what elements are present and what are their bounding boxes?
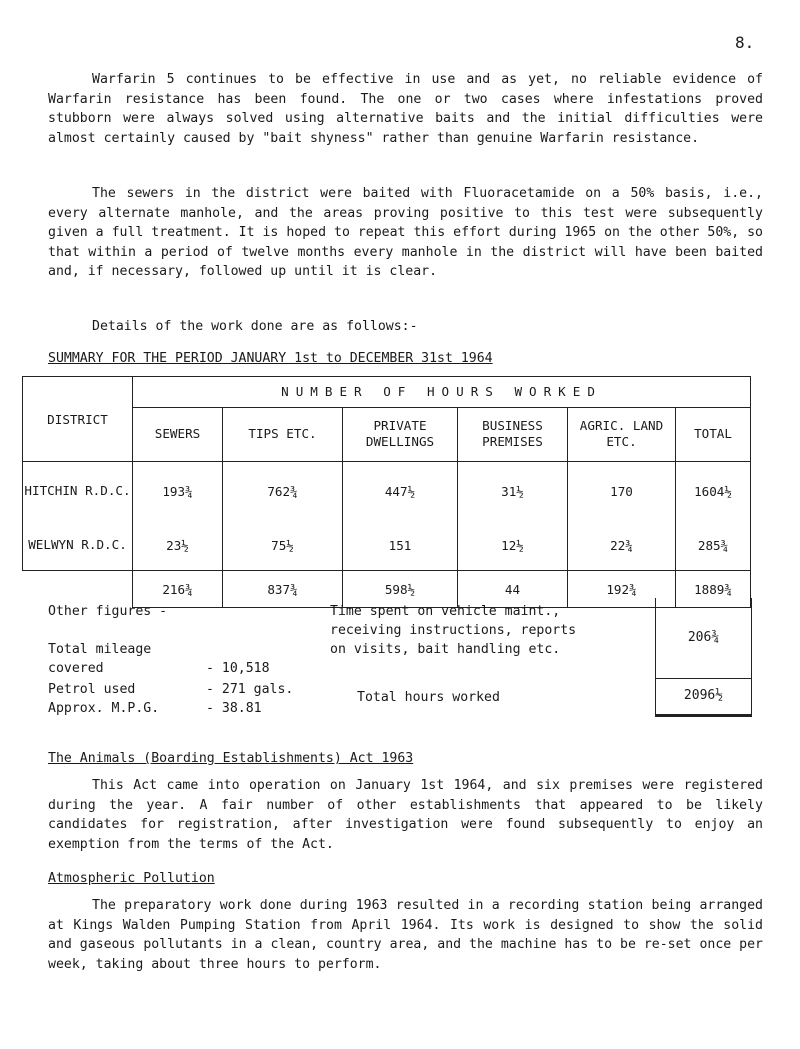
petrol-label: Petrol used — [48, 682, 136, 697]
table-cell: 75½ — [223, 520, 343, 571]
column-header: TOTAL — [676, 407, 751, 461]
total-hours-value: 2096½ — [655, 678, 752, 717]
table-cell: 193¾ — [133, 462, 223, 521]
table-cell: 447½ — [343, 462, 458, 521]
mileage-value: - 10,518 — [206, 661, 270, 676]
animals-act-paragraph: This Act came into operation on January 1st 1964, and six premises were registered during the year. A fair number of other establishments that appeared to be likely candidates for registration, after investigation were found subsequently to enjoy an exemption from the terms of the Act. — [48, 778, 763, 852]
warfarin-paragraph: Warfarin 5 continues to be effective in use and as yet, no reliable evidence of Warfarin resistance has been found. The one or two cases where infestations proved stubborn were always solved using alternative baits and the initial difficulties were almost certainly caused by "bait shyness" rather than genuine Warfarin resistance. — [48, 72, 763, 146]
animals-act-heading: The Animals (Boarding Establishments) Act 1963 — [48, 751, 414, 766]
time-spent-line-2: receiving instructions, reports — [330, 623, 577, 638]
mileage-label: Total mileage — [48, 642, 152, 657]
table-title: SUMMARY FOR THE PERIOD JANUARY 1st to DECEMBER 31st 1964 — [48, 351, 493, 366]
district-name: HITCHIN R.D.C. — [23, 462, 133, 521]
table-cell: 23½ — [133, 520, 223, 571]
table-row — [23, 520, 751, 571]
total-cell: 598½ — [343, 571, 458, 608]
total-cell: 216¾ — [133, 571, 223, 608]
other-figures-label: Other figures - — [48, 604, 168, 619]
table-row — [23, 462, 751, 521]
total-cell: 1889¾ — [676, 571, 751, 608]
mileage-label-2: covered — [48, 661, 104, 676]
district-name: WELWYN R.D.C. — [23, 520, 133, 571]
table-cell: 170 — [568, 462, 676, 521]
sewers-paragraph: The sewers in the district were baited with Fluoracetamide on a 50% basis, i.e., every alternate manhole, and the areas proving positive to this test were subsequently given a full treatment. It is hoped to repeat this effort during 1965 on the other 50%, so that within a period of twelve months every manhole in the district will have been baited and, if necessary, followed up until it is clear. — [48, 186, 763, 279]
atmospheric-pollution-heading: Atmospheric Pollution — [48, 871, 215, 886]
time-spent-value: 206¾ — [655, 598, 752, 679]
total-cell: 44 — [458, 571, 568, 608]
column-header: AGRIC. LAND ETC. — [568, 407, 676, 461]
table-cell: 762¾ — [223, 462, 343, 521]
page-number: 8. — [735, 33, 755, 52]
column-header: PRIVATE DWELLINGS — [343, 407, 458, 461]
time-spent-line-1: Time spent on vehicle maint., — [330, 604, 561, 619]
atmospheric-pollution-paragraph: The preparatory work done during 1963 resulted in a recording station being arranged at Kings Walden Pumping Station from April 1964. Its work is designed to show the solid and gaseous pollutants in a clean, country area, and the machine has to be re-set once per week, taking about three hours to perform. — [48, 898, 763, 972]
total-cell: 837¾ — [223, 571, 343, 608]
table-cell: 151 — [343, 520, 458, 571]
total-cell: 192¾ — [568, 571, 676, 608]
column-header: SEWERS — [133, 407, 223, 461]
column-header: BUSINESS PREMISES — [458, 407, 568, 461]
total-hours-label: Total hours worked — [357, 690, 500, 705]
petrol-value: - 271 gals. — [206, 682, 294, 697]
table-cell: 22¾ — [568, 520, 676, 571]
district-header: DISTRICT — [23, 377, 133, 462]
hours-worked-header: NUMBER OF HOURS WORKED — [133, 377, 751, 408]
mpg-value: - 38.81 — [206, 701, 262, 716]
details-intro: Details of the work done are as follows:- — [92, 319, 418, 334]
mpg-label: Approx. M.P.G. — [48, 701, 160, 716]
hours-worked-table — [22, 376, 751, 608]
table-cell: 285¾ — [676, 520, 751, 571]
time-spent-line-3: on visits, bait handling etc. — [330, 642, 561, 657]
table-cell: 31½ — [458, 462, 568, 521]
table-cell: 12½ — [458, 520, 568, 571]
table-cell: 1604½ — [676, 462, 751, 521]
column-header: TIPS ETC. — [223, 407, 343, 461]
